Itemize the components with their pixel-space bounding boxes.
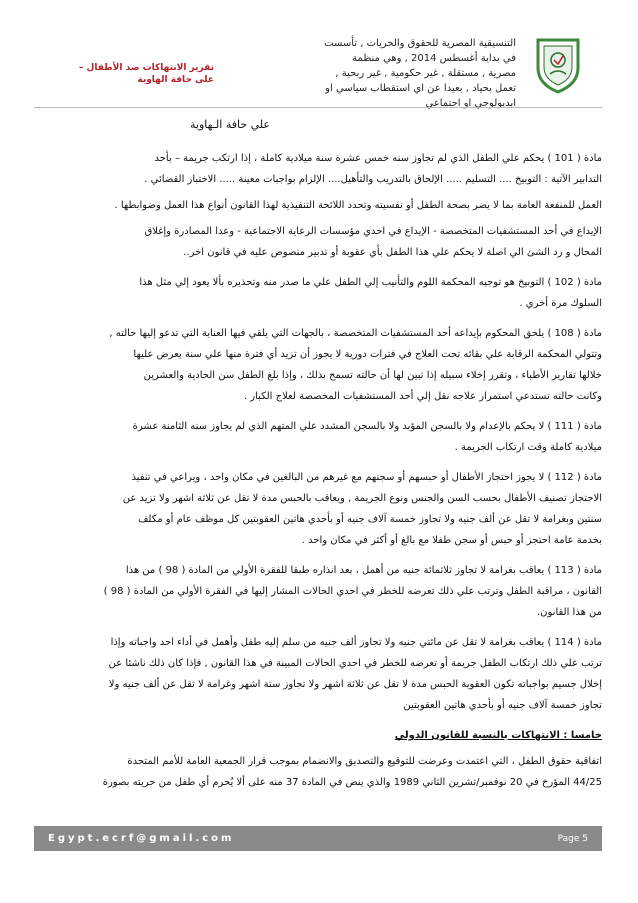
body-line: السلوك مرة أخري .: [519, 298, 602, 309]
body-line: مادة ( 113 ) يعاقب بغرامة لا تجاوز ثلاثمائة جنيه من أهمل ، بعد انذاره طبقا للفقرة الأولي من المادة ( 98 ) من هذا: [125, 565, 602, 576]
intro-line: ايديولوجي او اجتماعي: [425, 98, 516, 109]
body-line: وكانت حالته تستدعي استمرار علاجه نقل إلي أحد المستشفيات المخصصة لعلاج الكبار .: [243, 391, 602, 402]
body-line: من هذا القانون.: [536, 607, 602, 618]
body-line: تجاوز خمسة آلاف جنيه أو بأحدي هاتين العقوبتين: [403, 700, 602, 711]
body-line: مادة ( 108 ) يلحق المحكوم بإيداعه أحد المستشفيات المتخصصة ، بالجهات التي يلقي فيها العناية التي تدعو إليها حالته ,: [109, 328, 602, 339]
body-line: إخلال جسيم بواجباته تكون العقوبة الحبس مدة لا تقل عن ثلاثة اشهر ولا تجاوز ستة اشهر وغرامة لا تقل عن ألف جنيه ولا: [108, 679, 602, 690]
article-101: [46, 148, 602, 263]
footer-email: Egypt.ecrf@gmail.com: [48, 833, 235, 844]
article-112: [46, 467, 602, 551]
intro-line: التنسيقية المصرية للحقوق والحريات , تأسست: [324, 38, 516, 49]
body-line: بخدمة عامة احتجز أو حبس أو سجن طفلا مع بالغ أو أكثر في مكان واحد .: [301, 535, 602, 546]
header-intro: [286, 36, 516, 111]
footer-bar: [34, 826, 602, 851]
body-line: وتتولي المحكمة الرقابة علي بقائه تحت العلاج في فترات دورية لا يجوز أن تزيد أي فترة منها علي سنة يعرض عليها: [133, 349, 602, 360]
body-line: الإيداع في أحد المستشفيات المتخصصة - الإيداع في احدي مؤسسات الرعاية الاجتماعية - وعدا المصادرة وإغلاق: [144, 226, 602, 237]
article-113: [46, 560, 602, 623]
body-line: مادة ( 101 ) يحكم علي الطفل الذي لم تجاوز سنه خمس عشرة سنة ميلادية كاملة ، إذا ارتكب جريمة – بأحد: [154, 153, 602, 164]
intro-line: تعمل بحياد , بعيدا عن اي استقطاب سياسي او: [325, 83, 516, 94]
article-108: [46, 323, 602, 407]
body-line: التدابير الآتية : التوبيخ .... التسليم ..... الإلحاق بالتدريب والتأهيل.... الإلزام بواجبات معينة ..... الاختبار القضائي .: [144, 174, 602, 185]
article-102: [46, 272, 602, 314]
header-divider: [34, 107, 602, 108]
article-114: [46, 632, 602, 716]
report-title: تقرير الانتهاكات ضد الأطفال – على حافة الهاوية: [78, 63, 214, 85]
body-line: مادة ( 112 ) لا يجوز احتجاز الأطفال أو حبسهم أو سجنهم مع غيرهم من البالغين في مكان واحد ، ويراعي في تنفيذ: [131, 472, 602, 483]
body-line: سنتين وبغرامة لا تقل عن ألف جنيه ولا تجاوز خمسة آلاف جنيه أو بأحدي هاتين العقوبتين كل موظف عام أو مكلف: [138, 514, 602, 525]
article-111: [46, 416, 602, 458]
closing-paragraph: [46, 751, 602, 793]
section-heading: خامسا : الانتهاكات بالنسبة للقانون الدولي: [394, 730, 602, 741]
body-line: مادة ( 111 ) لا يحكم بالإعدام ولا بالسجن المؤبد ولا بالسجن المشدد علي المتهم الذي لم يجاوز سنه الثامنة عشرة: [132, 421, 602, 432]
body-line: خلالها تقارير الأطباء ، وتقرر إخلاء سبيله إذا تبين لها أن حالته تسمح بذلك ، وإذا بلغ الطفل سن الحادية والعشرين: [143, 370, 602, 381]
logo-emblem-icon: [530, 34, 586, 94]
body-line: مادة ( 114 ) يعاقب بغرامة لا تقل عن مائتي جنيه ولا تجاوز ألف جنيه من سلم إليه طفل وأهمل في أداء احد واجباته وإذا: [110, 637, 602, 648]
organization-logo: [530, 34, 586, 94]
body-line: 44/25 المؤرخ في 20 نوفمبر/تشرين الثاني 1989 والذي ينص في المادة 37 منه على ألا يُحرم أي طفل من حريته بصورة: [102, 777, 602, 788]
body-line: ترتب علي ذلك ارتكاب الطفل جريمة أو تعرضه للخطر في احدي الحالات المبينة في هذا القانون , فإذا كان ذلك ناشئا عن: [108, 658, 602, 669]
body-line: الاحتجاز تصنيف الأطفال بحسب السن والجنس ونوع الجريمة , ويعاقب بالحبس مدة لا تقل عن ثلاثة اشهر ولا تزيد عن: [122, 493, 602, 504]
section-title: علي حافة الـهاوية: [190, 118, 270, 131]
body-line: المحال و رد الشئ الي اصلة لا يحكم علي هذا الطفل بأي عقوبة أو تدبير منصوص عليه في قانون اخر..: [183, 247, 602, 258]
page-number: Page 5: [557, 833, 588, 844]
body-line: مادة ( 102 ) التوبيخ هو توجيه المحكمة اللوم والتأنيب إلي الطفل علي ما صدر منه وتحذيره بألا يعود إلي مثل هذا: [139, 277, 602, 288]
body-line: القانون ، مراقبة الطفل وترتب علي ذلك تعرضه للخطر في احدي الحالات المشار إليها في الفقرة الأولي من المادة ( 98 ): [103, 586, 602, 597]
body-line: ميلادية كاملة وقت ارتكاب الجريمة .: [454, 442, 602, 453]
body-line: العمل للمنفعة العامة بما لا يضر بصحة الطفل أو نفسيته وتحدد اللائحة التنفيذية لهذا القانون أنواع هذا العمل وضوابطها .: [114, 200, 602, 211]
document-body: [46, 148, 602, 793]
intro-line: مصرية , مستقلة , غير حكومية , غير ربحية ,: [335, 68, 516, 79]
body-line: اتفاقية حقوق الطفل ، التي اعتمدت وعرضت للتوقيع والتصديق والانضمام بموجب قرار الجمعية العامة للأمم المتحدة: [127, 756, 602, 767]
intro-line: في بداية أغسطس 2014 , وهي منظمة: [352, 53, 516, 64]
